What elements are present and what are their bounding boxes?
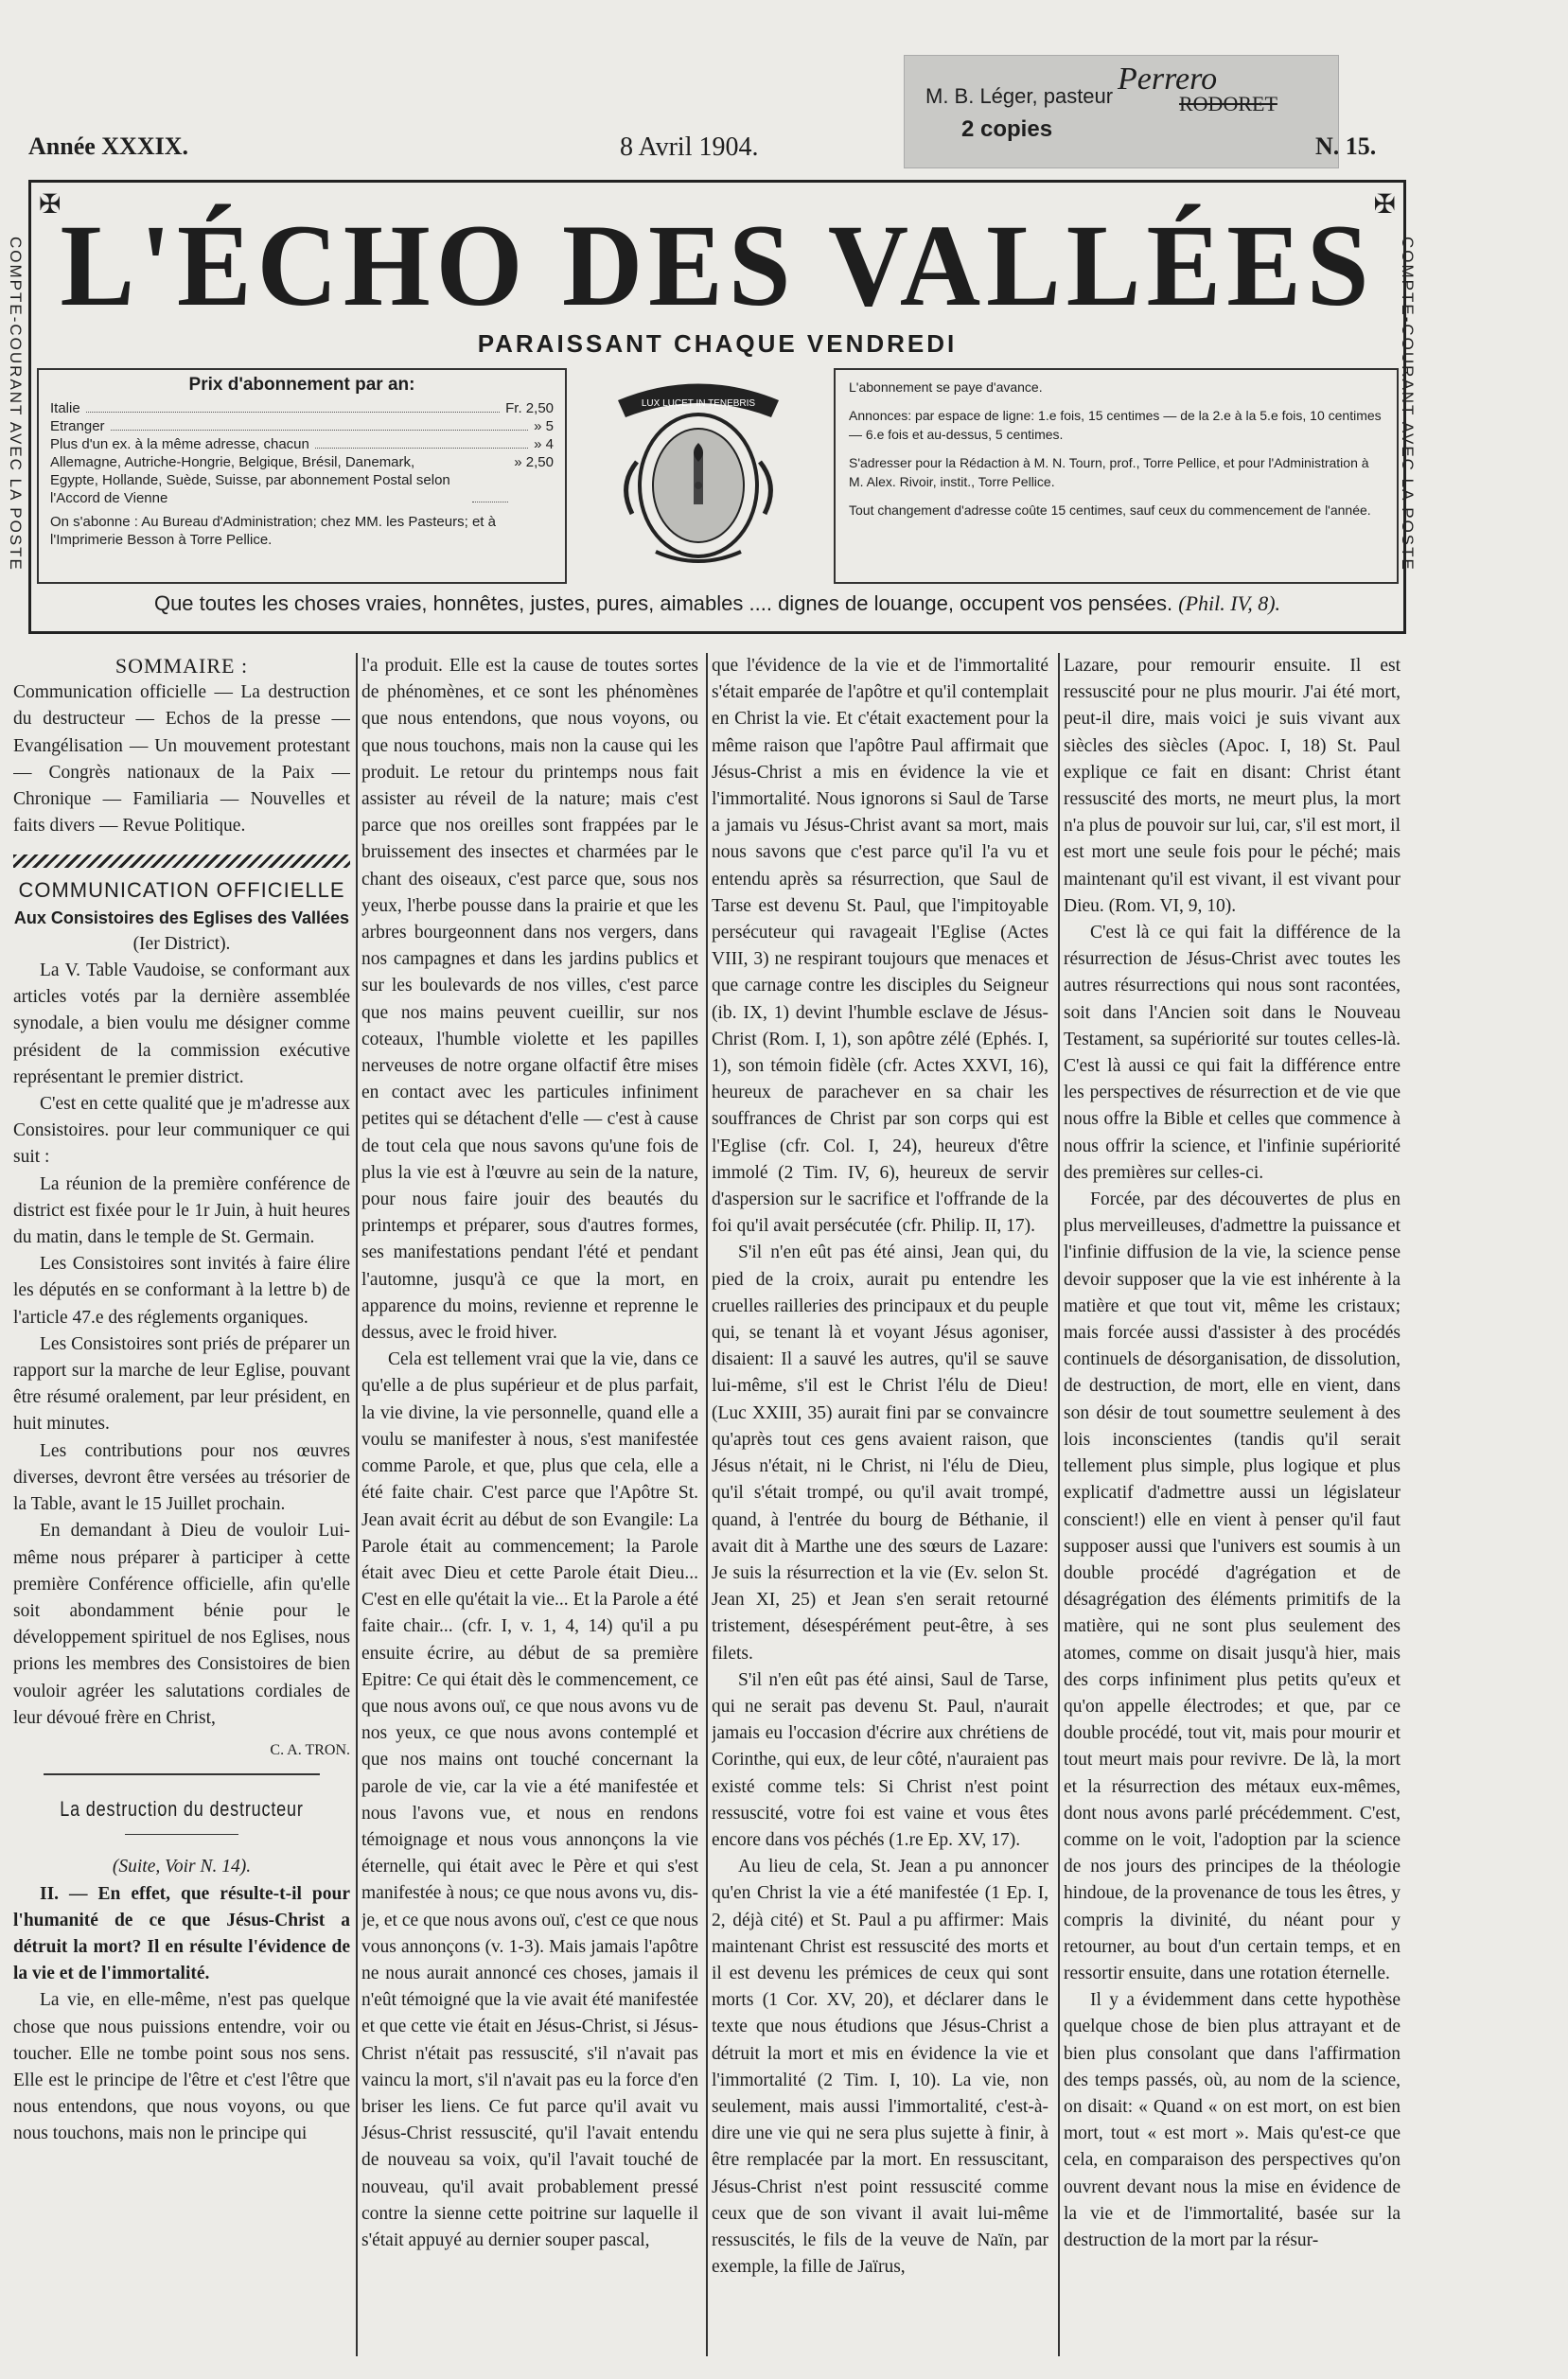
- subscription-note: On s'abonne : Au Bureau d'Administration; chez MM. les Pasteurs; et à l'Imprimerie Besson à Torre Pellice.: [50, 514, 496, 548]
- info-advance: L'abonnement se paye d'avance.: [849, 379, 1043, 395]
- price-row: Italie Fr. 2,50: [50, 400, 554, 416]
- paragraph: Les contributions pour nos œuvres diverses, devront être versées au trésorier de la Table, avant le 15 Juillet prochain.: [13, 1440, 350, 1515]
- paragraph: En demandant à Dieu de vouloir Lui-même nous préparer à participer à cette première Conférence officielle, afin qu'elle soit abondamment bénie pour le développement spirituel de nos Eglises, nous prions les membres des Consistoires de bien vouloir agréer les salutations cordiales de leur dévoué frère en Christ,: [13, 1521, 350, 1728]
- title-rule: [125, 1834, 238, 1835]
- address-stamp: [904, 55, 1339, 168]
- subscription-heading: Prix d'abonnement par an:: [188, 375, 415, 395]
- paragraph: La vie, en elle-même, n'est pas quelque chose que nous puissions entendre, voir ou toucher. Elle ne tombe point sous nos sens. Elle est le principe de l'être et c'est l'être que nous entendons, que nous voyons, ou que nous touchons, mais non le principe qui: [13, 1990, 350, 2144]
- article-continuation: (Suite, Voir N. 14).: [112, 1857, 252, 1877]
- motto-reference: (Phil. IV, 8).: [1178, 591, 1281, 615]
- paragraph: Il y a évidemment dans cette hypothèse quelque chose de bien plus attrayant et de bien plus consolant que dans l'affirmation des temps passés, où, au nom de la science, on disait: « Quand « on est mort, on est bien mort, tout « est mort ». Mais qu'est-ce que cela, en comparaison des perspectives qu'on ouvrent devant nous la mise en évidence de la vie et de l'immortalité, basée sur la destruction de la mort par la résur-: [1064, 1990, 1401, 2250]
- side-text-left: COMPTE-COURANT AVEC LA POSTE: [7, 237, 25, 572]
- price-row: Allemagne, Autriche-Hongrie, Belgique, Brésil, Danemark, Egypte, Hollande, Suède, Suisse, par abonnement Postal selon l'Accord de Vienne » 2,50: [50, 454, 554, 506]
- paragraph: Les Consistoires sont priés de préparer un rapport sur la marche de leur Eglise, pouvant être résumé oralement, par leur président, en huit minutes.: [13, 1333, 350, 1435]
- newspaper-title: L'ÉCHO DES VALLÉES: [60, 200, 1375, 331]
- column-2: [361, 653, 698, 2356]
- info-change: Tout changement d'adresse coûte 15 centimes, sauf ceux du commencement de l'année.: [849, 502, 1371, 518]
- paragraph: La réunion de la première conférence de district est fixée pour le 1r Juin, à huit heures du matin, dans le temple de St. Germain.: [13, 1173, 350, 1248]
- subscription-box: [37, 368, 567, 584]
- stamp-copies: 2 copies: [961, 116, 1053, 142]
- column-1: [13, 653, 350, 2356]
- district-label: (Ier District).: [132, 933, 231, 954]
- paragraph: II. — En effet, que résulte-t-il pour l'humanité de ce que Jésus-Christ a détruit la mort? Il en résulte l'évidence de la vie et de l'immortalité.: [13, 1883, 350, 1984]
- paragraph: Lazare, pour remourir ensuite. Il est ressuscité pour ne plus mourir. J'ai été mort, peut-il dire, mais voici je suis vivant aux siècles des siècles (Apoc. I, 18) St. Paul explique ce fait en disant: Christ étant ressuscité des morts, ne meurt plus, la mort n'a plus de pouvoir sur lui, car, s'il est mort, il est mort une seule fois pour le péché; mais maintenant qu'il est vivant, il est vivant pour Dieu. (Rom. VI, 9, 10).: [1064, 656, 1401, 916]
- price-row: Etranger » 5: [50, 418, 554, 434]
- section-divider: [13, 855, 350, 868]
- paragraph: Cela est tellement vrai que la vie, dans ce qu'elle a de plus supérieur et de plus parfait, la vie divine, la vie personnelle, quand elle a voulu se manifester à nous, s'est manifestée comme Parole, et que, plus que cela, elle a été faite chair. C'est parce que l'Apôtre St. Jean avait écrit au début de son Evangile: La Parole était au commencement; la Parole était avec Dieu et cette Parole était Dieu... C'est en elle qu'était la vie... Et la Parole a été faite chair... (cfr. I, v. 1, 4, 14) qu'il a pu ensuite écrire, au début de sa première Epitre: Ce qui était dès le commencement, ce que nous avons ouï, ce que nous avons vu de nos yeux, ce que nous avons contemplé et que nos mains ont touché concernant la parole de vie, car la vie a été manifestée et nous l'avons vue, et nous en rendons témoignage et nous vous annonçons la vie éternelle, qui était avec le Père et qui s'est manifestée à nous; ce que nous avons vu, dis-je, et ce que nous avons ouï, c'est ce que nous vous annonçons (v. 1-3). Mais jamais l'apôtre ne nous aurait annoncé ces choses, jamais il n'eût témoigné que la vie avait été manifestée et que cette vie était en Jésus-Christ, si Jésus-Christ n'était pas ressuscité, s'il n'avait pas vaincu la mort, s'il n'avait pas eu la force d'en briser les liens. Ce fut parce qu'il avait vu Jésus-Christ ressuscité, qu'il l'avait entendu de nouveau sa voix, qu'il l'avait touché de nouveau, qu'il avait probablement pressé contre la sienne cette poitrine sur laquelle il s'était appuyé au dernier souper pascal,: [361, 1349, 698, 2250]
- side-text-right: COMPTE-COURANT AVEC LA POSTE: [1399, 237, 1417, 572]
- paragraph: C'est là ce qui fait la différence de la résurrection de Jésus-Christ avec toutes les autres résurrections qui nous sont racontées, soit dans l'Ancien soit dans le Nouveau Testament, sa supériorité sur toutes celles-là. C'est là aussi ce qui fait la différence entre les perspectives de résurrection et de vie que nous offre la Bible et celles que commence à nous offrir la science, et l'infinie supériorité des premières sur celles-ci.: [1064, 923, 1401, 1183]
- article-title: La destruction du destructeur: [44, 1773, 320, 1823]
- paragraph: Au lieu de cela, St. Jean a pu annoncer qu'en Christ la vie a été manifestée (1 Ep. I, 2, déjà cité) et St. Paul a pu affirmer: Mais maintenant Christ est ressuscité des morts et il est devenu les prémices de ceux qui sont morts (1 Cor. XV, 20), et déclarer dans le texte que nous étudions que Jésus-Christ a détruit la mort et mis en évidence la vie et l'immortalité (2 Tim. I, 10). La vie, non seulement, mais aussi l'immortalité, c'est-à-dire une vie qui ne sera plus sujette à finir, à être remplacée par la mort. En ressuscitant, Jésus-Christ n'est point ressuscité comme ceux que de son vivant il avait lui-même ressuscités, le fils de la veuve de Naïn, par exemple, la fille de Jaïrus,: [712, 1857, 1048, 2278]
- paragraph: La V. Table Vaudoise, se conformant aux articles votés par la dernière assemblée synodale, a bien voulu me désigner comme président de la commission exécutive représentant le premier district.: [13, 960, 350, 1087]
- section-title: COMMUNICATION OFFICIELLE: [18, 878, 345, 903]
- masthead: [28, 180, 1406, 634]
- paragraph: que l'évidence de la vie et de l'immortalité s'était emparée de l'apôtre et qu'il contemplait en Christ la vie. Et c'était exactement pour la même raison que l'apôtre Paul affirmait que Jésus-Christ a mis en évidence la vie et l'immortalité. Nous ignorons si Saul de Tarse a jamais vu Jésus-Christ avant sa mort, mais nous savons que c'est parce qu'il l'a vu et entendu après sa résurrection, que Saul de Tarse est devenu St. Paul, que l'impitoyable persécuteur qui ravageait l'Eglise (Actes VIII, 3) ne respirant toujours que menaces et que carnage contre les disciples du Seigneur (ib. IX, 1) devint l'humble esclave de Jésus-Christ (Rom. I, 1), son apôtre zélé (Ephés. I, 1), son témoin fidèle (cfr. Actes XXVI, 16), heureux de parachever en sa chair les souffrances de Christ par son corps qui est l'Eglise (cfr. Col. I, 24), heureux d'être immolé (2 Tim. IV, 6), heureux de servir d'aspersion sur le sacrifice et l'offrande de la foi qu'il avait persécutée (cfr. Philip. II, 17).: [712, 656, 1048, 1237]
- article-columns: [13, 653, 1421, 2356]
- communication-heading: Aux Consistoires des Eglises des Vallées: [13, 908, 350, 927]
- column-divider: [1058, 653, 1060, 2356]
- paragraph: Forcée, par des découvertes de plus en plus merveilleuses, d'admettre la puissance et l'infinie diffusion de la vie, la science pense devoir supposer que la vie est inhérente à la matière et que tout vit, même les cristaux; mais forcée aussi d'assister à des procédés continuels de désorganisation, de dissolution, de destruction, de mort, elle en vient, dans son désir de tout soumettre seulement à des lois inconscientes (tandis qu'il serait tellement plus simple, plus logique et plus explicatif d'admettre aussi un législateur conscient!) elle en vient à penser qu'il faut supposer aussi que l'univers est soumis à un double procédé d'agrégation et de désagrégation des éléments primitifs de la matière, qui ne sont plus seulement des atomes, comme on disait jusqu'à hier, mais des corps infiniment plus petits qu'eux et qu'on appelle électrodes; et que, par ce double procédé, tout vit, mais pour mourir et tout meurt mais pour revivre. De là, la mort et la résurrection des métaux eux-mêmes, dont nous avons parlé précédemment. C'est, comme on le voit, l'adoption par la science de nos jours des principes de la théologie hindoue, de la provenance de tous les êtres, y compris la divinité, du néant pour y retourner, au bout d'un certain temps, et en ressortir ensuite, dans une rotation éternelle.: [1064, 1190, 1401, 1983]
- issue-year: Année XXXIX.: [28, 132, 188, 160]
- corner-ornament-icon: ✠: [39, 190, 62, 220]
- info-box: [834, 368, 1399, 584]
- emblem-ribbon-text: LUX LUCET IN TENEBRIS: [641, 398, 756, 409]
- stamp-handwritten-place: Perrero: [1118, 62, 1218, 97]
- price-row: Plus d'un ex. à la même adresse, chacun » 4: [50, 436, 554, 452]
- paragraph: S'il n'en eût pas été ainsi, Saul de Tarse, qui ne serait pas devenu St. Paul, n'aurait jamais eu l'occasion d'écrire aux chrétiens de Corinthe, qui eux, de leur côté, n'auraient pas existé comme tels: Si Christ n'est point ressuscité, votre foi est vaine et vous êtes encore dans vos péchés (1.re Ep. XV, 17).: [712, 1669, 1048, 1850]
- waldensian-emblem-icon: [599, 372, 798, 575]
- paragraph: l'a produit. Elle est la cause de toutes sortes de phénomènes, et ce sont les phénomènes que nous entendons, que nous voyons, ou que nous touchons, mais non la cause qui les produit. Le retour du printemps nous fait assister au réveil de la nature; mais c'est parce que nos oreilles sont frappées par le bruissement des insectes et charmées par le chant des oiseaux, c'est parce que, sous nos yeux, l'herbe pousse dans la prairie et que les arbres bourgeonnent dans nos vergers, dans nos campagnes et dans les jardins publics et sur les boulevards de nos villes, c'est parce que nos mains peuvent cueillir, sur nos coteaux, l'humble violette et les papilles nerveuses de notre organe olfactif être mises en contact avec les particules infiniment petites qui se détachent d'elle — c'est à cause de tout cela que nous savons qu'une fois de plus la vie est à l'œuvre au sein de la nature, pour nous faire jouir des beautés du printemps et préparer, sous d'autres formes, ses manifestations pendant l'été et pendant l'automne, jusqu'à ce que la mort, en apparence du moins, revienne et reprenne le dessus, avec le froid hiver.: [361, 656, 698, 1344]
- column-4: [1064, 653, 1401, 2356]
- motto: [31, 591, 1403, 616]
- column-divider: [356, 653, 358, 2356]
- paragraph: Les Consistoires sont invités à faire élire les députés en se conformant à la lettre b) de l'article 47.e des réglements organiques.: [13, 1254, 350, 1328]
- paragraph: S'il n'en eût pas été ainsi, Jean qui, du pied de la croix, aurait pu entendre les cruelles railleries des principaux et du peuple qui, se tenant là et voyant Jésus agoniser, disaient: Il a sauvé les autres, qu'il se sauve lui-même, s'il est le Christ l'élu de Dieu! (Luc XXIII, 35) aurait fini par se convaincre qu'après tout ces gens avaient raison, que Jésus n'était, ni le Christ, ni l'élu de Dieu, qu'il s'était trompé, ou qu'il avait trompé, quand, à l'entrée du bourg de Béthanie, il avait dit à Marthe une des sœurs de Lazare: Je suis la résurrection et la vie (Ev. selon St. Jean XI, 25) et Jean s'en serait retourné tristement, désespérément peut-être, à ses filets.: [712, 1242, 1048, 1664]
- newspaper-subtitle: PARAISSANT CHAQUE VENDREDI: [477, 329, 958, 358]
- stamp-addressee: M. B. Léger, pasteur: [925, 84, 1114, 108]
- column-3: [712, 653, 1048, 2356]
- issue-date: 8 Avril 1904.: [620, 132, 759, 162]
- sommaire-title: SOMMAIRE :: [115, 654, 249, 678]
- motto-text: Que toutes les choses vraies, honnêtes, justes, pures, aimables .... dignes de louange, occupent vos pensées.: [153, 591, 1173, 615]
- stamp-struck-place: RODORET: [1179, 92, 1277, 115]
- signature: C. A. TRON.: [270, 1741, 350, 1758]
- sommaire-text: Communication officielle — La destruction du destructeur — Echos de la presse — Evangélisation — Un mouvement protestant — Congrès nationaux de la Paix — Chronique — Familiaria — Nouvelles et faits divers — Revue Politique.: [13, 682, 350, 837]
- info-addresses: S'adresser pour la Rédaction à M. N. Tourn, prof., Torre Pellice, et pour l'Administration à M. Alex. Rivoir, instit., Torre Pellice.: [849, 455, 1369, 489]
- corner-ornament-icon: ✠: [1373, 190, 1396, 220]
- issue-number: N. 15.: [1315, 132, 1377, 160]
- column-divider: [706, 653, 708, 2356]
- paragraph: C'est en cette qualité que je m'adresse aux Consistoires. pour leur communiquer ce qui suit :: [13, 1094, 350, 1168]
- info-annonces: Annonces: par espace de ligne: 1.e fois, 15 centimes — de la 2.e à la 5.e fois, 10 centimes — 6.e fois et au-dessus, 5 centimes.: [849, 408, 1382, 442]
